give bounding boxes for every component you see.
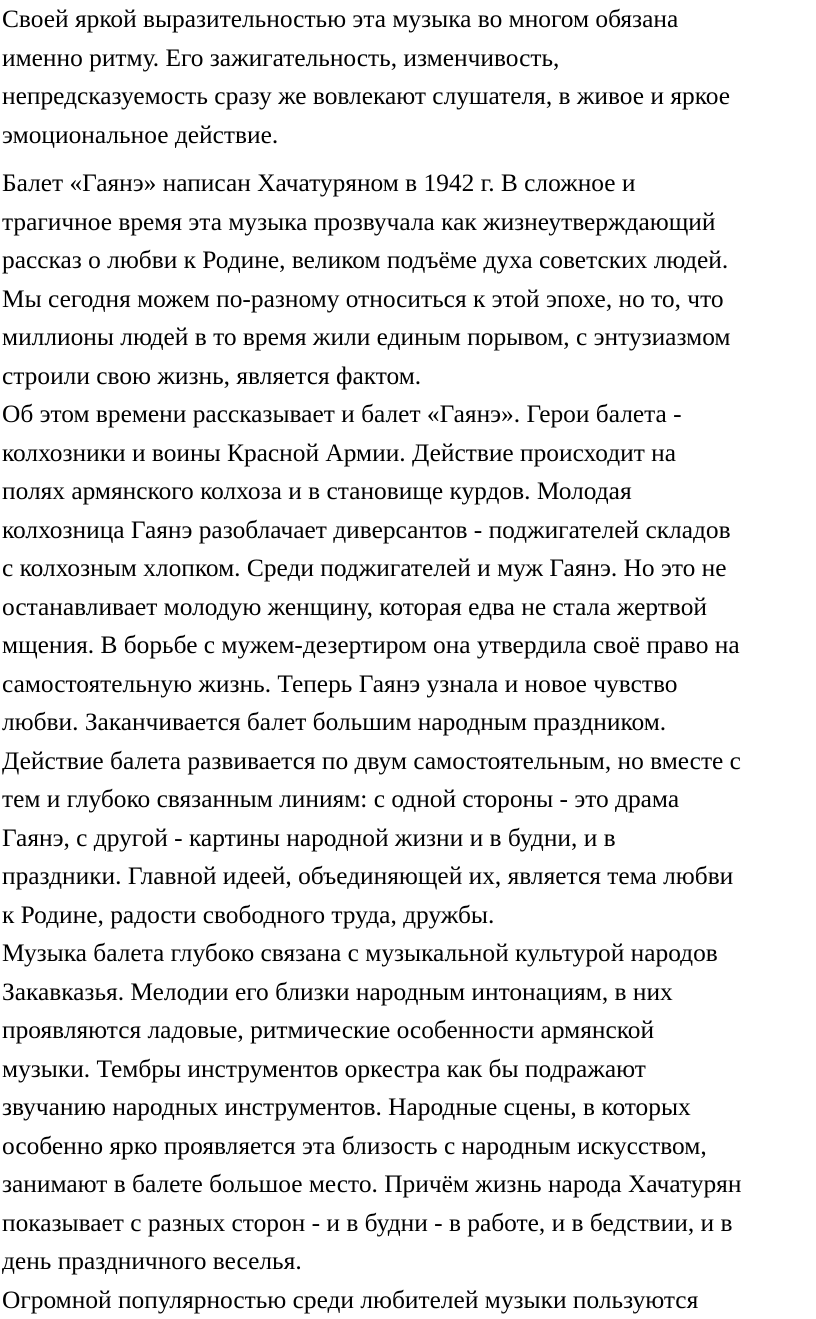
text-line: колхозница Гаянэ разоблачает диверсантов - поджигателей складов (2, 511, 741, 550)
text-line: Мы сегодня можем по-разному относиться к этой эпохе, но то, что (2, 280, 741, 319)
text-line: останавливает молодую женщину, которая едва не стала жертвой (2, 588, 741, 627)
text-line: показывает с разных сторон - и в будни - в работе, и в бедствии, и в (2, 1204, 741, 1243)
text-line: именно ритму. Его зажигательность, изменчивость, (2, 39, 730, 78)
text-line: трагичное время эта музыка прозвучала как жизнеутверждающий (2, 203, 741, 242)
text-line: музыки. Тембры инструментов оркестра как бы подражают (2, 1050, 741, 1089)
text-line: праздники. Главной идеей, объединяющей их, является тема любви (2, 857, 741, 896)
text-line: тем и глубоко связанным линиям: с одной стороны - это драма (2, 780, 741, 819)
text-line: колхозники и воины Красной Армии. Действие происходит на (2, 434, 741, 473)
text-line: к Родине, радости свободного труда, дружбы. (2, 896, 741, 935)
text-line: Своей яркой выразительностью эта музыка во многом обязана (2, 0, 730, 39)
text-line: Действие балета развивается по двум самостоятельным, но вместе с (2, 742, 741, 781)
text-line: Огромной популярностью среди любителей музыки пользуются (2, 1281, 741, 1319)
text-line: рассказ о любви к Родине, великом подъёме духа советских людей. (2, 241, 741, 280)
text-line: звучанию народных инструментов. Народные сцены, в которых (2, 1088, 741, 1127)
paragraph-rhythm (2, 0, 730, 154)
text-line: миллионы людей в то время жили единым порывом, с энтузиазмом (2, 318, 741, 357)
text-line: любви. Заканчивается балет большим народным праздником. (2, 703, 741, 742)
text-line: полях армянского колхоза и в становище курдов. Молодая (2, 472, 741, 511)
text-line: эмоциональное действие. (2, 116, 730, 155)
text-line: мщения. В борьбе с мужем-дезертиром она утвердила своё право на (2, 626, 741, 665)
text-line: самостоятельную жизнь. Теперь Гаянэ узнала и новое чувство (2, 665, 741, 704)
text-line: Гаянэ, с другой - картины народной жизни и в будни, и в (2, 819, 741, 858)
paragraph-ballet-gayane (2, 164, 741, 1319)
text-line: Балет «Гаянэ» написан Хачатуряном в 1942 г. В сложное и (2, 164, 741, 203)
text-line: строили свою жизнь, является фактом. (2, 357, 741, 396)
text-line: Об этом времени рассказывает и балет «Гаянэ». Герои балета - (2, 395, 741, 434)
text-line: проявляются ладовые, ритмические особенности армянской (2, 1011, 741, 1050)
text-line: день праздничного веселья. (2, 1242, 741, 1281)
text-line: Музыка балета глубоко связана с музыкальной культурой народов (2, 934, 741, 973)
text-line: с колхозным хлопком. Среди поджигателей и муж Гаянэ. Но это не (2, 549, 741, 588)
text-line: непредсказуемость сразу же вовлекают слушателя, в живое и яркое (2, 77, 730, 116)
text-line: Закавказья. Мелодии его близки народным интонациям, в них (2, 973, 741, 1012)
text-line: особенно ярко проявляется эта близость с народным искусством, (2, 1127, 741, 1166)
text-line: занимают в балете большое место. Причём жизнь народа Хачатурян (2, 1165, 741, 1204)
